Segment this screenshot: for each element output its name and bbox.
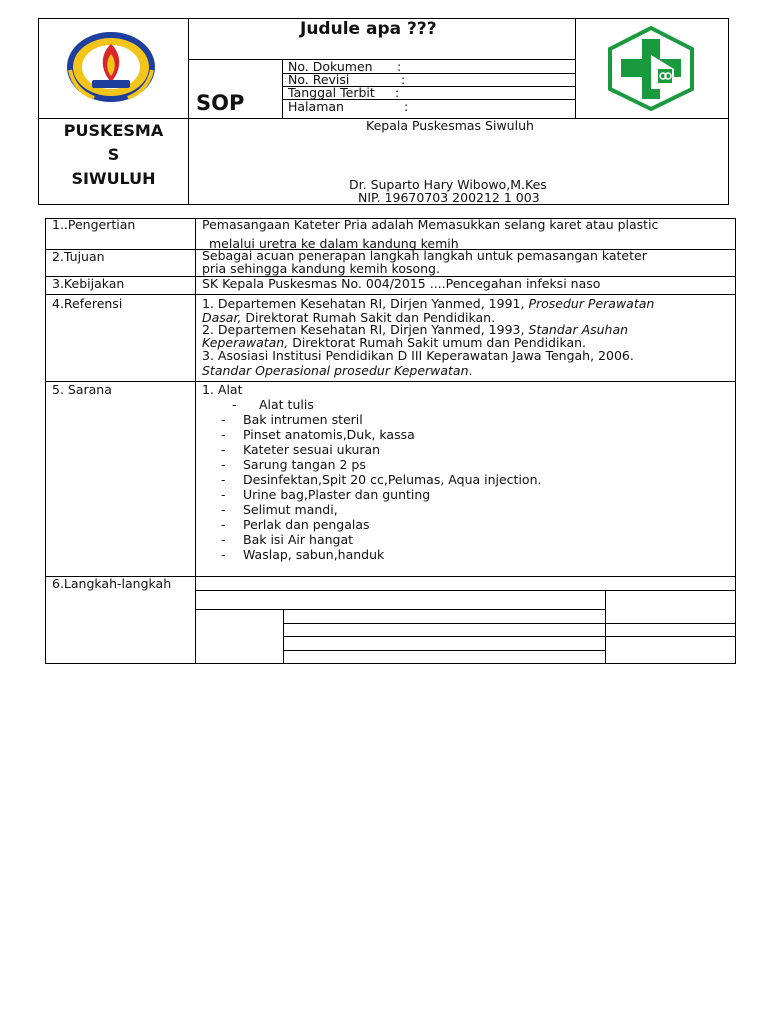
sarana-bullet: -: [221, 427, 226, 442]
referensi-item: Keperawatan, Direktorat Rumah Sakit umum dan Pendidikan.: [202, 335, 587, 350]
sarana-heading: 1. Alat: [202, 382, 243, 397]
sarana-bullet: -: [221, 502, 226, 517]
organization-name: [39, 119, 188, 191]
org-name-line: SIWULUH: [71, 169, 156, 188]
sarana-bullet: -: [221, 457, 226, 472]
referensi-item: 3. Asosiasi Institusi Pendidikan D III Keperawatan Jawa Tengah, 2006.: [202, 348, 634, 363]
approver-nip: NIP. 19670703 200212 1 003: [358, 190, 540, 205]
field-tanggal-terbit-value: :: [395, 85, 400, 100]
field-no-dokumen-value: :: [397, 59, 402, 74]
referensi-item: 2. Departemen Kesehatan RI, Dirjen Yanmed, 1993, Standar Asuhan: [202, 322, 629, 337]
field-tanggal-terbit-label: Tanggal Terbit: [288, 85, 375, 100]
puskesmas-logo-icon: [606, 25, 696, 111]
sarana-item: Kateter sesuai ukuran: [243, 442, 381, 457]
document-title: Judule apa ???: [300, 19, 437, 39]
sarana-item: Selimut mandi,: [243, 502, 338, 517]
pengertian-text: melalui uretra ke dalam kandung kemih: [209, 236, 459, 251]
pengertian-label: 1..Pengertian: [52, 217, 136, 232]
sarana-bullet: -: [221, 472, 226, 487]
referensi-label: 4.Referensi: [52, 296, 123, 311]
regional-emblem-icon: [64, 30, 158, 104]
sarana-bullet: -: [221, 442, 226, 457]
kebijakan-label: 3.Kebijakan: [52, 276, 125, 291]
sarana-label: 5. Sarana: [52, 382, 112, 397]
tujuan-text: Sebagai acuan penerapan langkah langkah untuk pemasangan kateter: [202, 248, 647, 263]
approver-title: Kepala Puskesmas Siwuluh: [366, 118, 534, 133]
langkah-label: 6.Langkah-langkah: [52, 576, 172, 591]
tujuan-label: 2.Tujuan: [52, 249, 105, 264]
sarana-item: Perlak dan pengalas: [243, 517, 370, 532]
sarana-bullet: -: [221, 517, 226, 532]
referensi-item: Standar Operasional prosedur Keperwatan.: [202, 363, 473, 378]
sarana-bullet: -: [221, 487, 226, 502]
field-halaman-value: :: [404, 99, 409, 114]
field-halaman-label: Halaman: [288, 99, 344, 114]
sarana-bullet: -: [221, 532, 226, 547]
sarana-item: Waslap, sabun,handuk: [243, 547, 385, 562]
referensi-item: Dasar, Direktorat Rumah Sakit dan Pendidikan.: [202, 310, 496, 325]
org-name-line: PUSKESMA: [63, 121, 164, 140]
sop-label: SOP: [196, 91, 245, 115]
referensi-item: 1. Departemen Kesehatan RI, Dirjen Yanmed, 1991, Prosedur Perawatan: [202, 296, 655, 311]
pengertian-text: Pemasangaan Kateter Pria adalah Memasukkan selang karet atau plastic: [202, 217, 659, 232]
sarana-item: Alat tulis: [259, 397, 314, 412]
field-no-revisi-value: :: [401, 72, 406, 87]
sarana-bullet: -: [221, 412, 226, 427]
kebijakan-text: SK Kepala Puskesmas No. 004/2015 ....Pencegahan infeksi naso: [202, 276, 601, 291]
sarana-item: Pinset anatomis,Duk, kassa: [243, 427, 415, 442]
field-no-dokumen-label: No. Dokumen: [288, 59, 373, 74]
sarana-item: Bak isi Air hangat: [243, 532, 354, 547]
approver-name: Dr. Suparto Hary Wibowo,M.Kes: [349, 177, 547, 192]
tujuan-text: pria sehingga kandung kemih kosong.: [202, 261, 440, 276]
sarana-item: Sarung tangan 2 ps: [243, 457, 366, 472]
sarana-bullet: -: [232, 397, 237, 412]
field-no-revisi-label: No. Revisi: [288, 72, 350, 87]
sarana-item: Bak intrumen steril: [243, 412, 363, 427]
sarana-item: Desinfektan,Spit 20 cc,Pelumas, Aqua injection.: [243, 472, 542, 487]
sarana-bullet: -: [221, 547, 226, 562]
sarana-item: Urine bag,Plaster dan gunting: [243, 487, 431, 502]
org-name-line: S: [107, 145, 120, 164]
